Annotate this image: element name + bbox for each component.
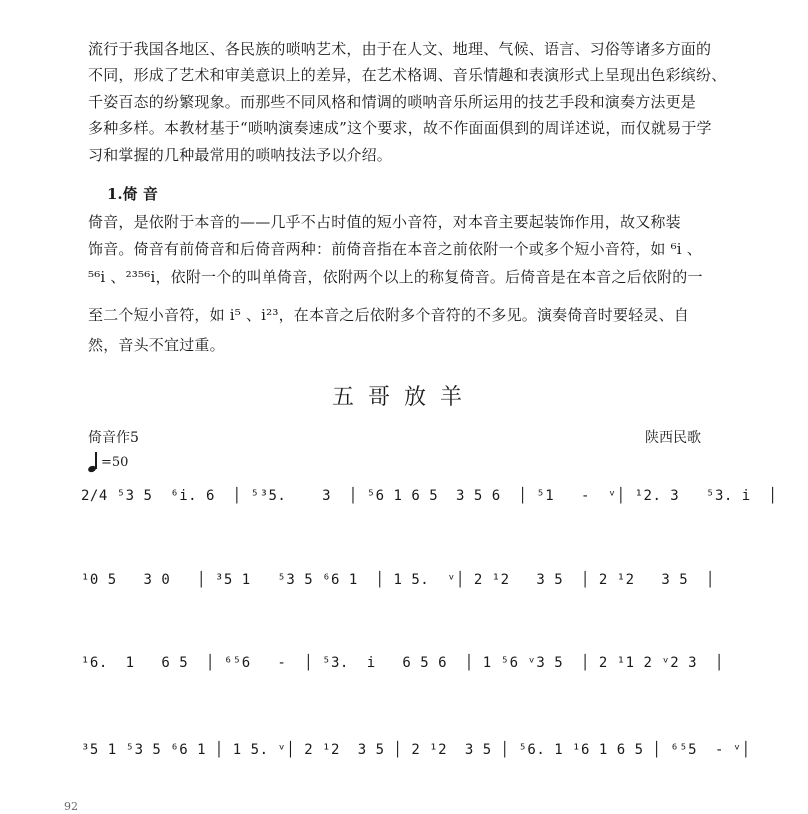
section-line-5: 然，音头不宜过重。 (88, 336, 225, 354)
section-line-3: ⁵⁶i 、²³⁵⁶i，依附一个的叫单倚音，依附两个以上的称复倚音。后倚音是在本音之后依附的一 (88, 268, 703, 286)
score-row-4: ³5 1 ⁵3 5 ⁶6 1 │ 1 5. ᵛ│ 2 ¹2 3 5 │ 2 ¹2 3 5 │ ⁵6. 1 ¹6 1 6 5 │ ⁶⁵5 - ᵛ│ (81, 742, 751, 758)
intro-line-1: 流行于我国各地区、各民族的唢呐艺术，由于在人文、地理、气候、语言、习俗等诸多方面的 (88, 40, 712, 58)
section-heading: 1.倚 音 (107, 185, 158, 203)
score-row-2: ¹0 5 3 0 │ ³5 1 ⁵3 5 ⁶6 1 │ 1 5. ᵛ│ 2 ¹2 3 5 │ 2 ¹2 3 5 │ (81, 572, 715, 588)
intro-line-5: 习和掌握的几种最常用的唢呐技法予以介绍。 (88, 146, 393, 164)
intro-line-4: 多种多样。本教材基于“唢呐演奏速成”这个要求，故不作面面俱到的周详述说，而仅就易于学 (88, 119, 712, 137)
score-row-3: ¹6. 1 6 5 │ ⁶⁵6 - │ ⁵3. i 6 5 6 │ 1 ⁵6 ᵛ3 5 │ 2 ¹1 2 ᵛ2 3 │ (81, 655, 724, 671)
intro-line-2: 不同，形成了艺术和审美意识上的差异，在艺术格调、音乐情趣和表演形式上呈现出色彩缤纷、 (88, 66, 727, 84)
origin-label: 陕西民歌 (645, 430, 701, 446)
section-line-2: 饰音。倚音有前倚音和后倚音两种：前倚音指在本音之前依附一个或多个短小音符，如 ⁶i 、 (88, 240, 702, 258)
section-line-4: 至二个短小音符，如 i⁵ 、i²³，在本音之后依附多个音符的不多见。演奏倚音时要轻灵、自 (88, 306, 689, 324)
study-label: 倚音作5 (88, 430, 139, 446)
tempo-marking (88, 452, 128, 472)
piece-title: 五哥放羊 (331, 385, 476, 410)
section-line-1: 倚音，是依附于本音的——几乎不占时值的短小音符，对本音主要起装饰作用，故又称装 (88, 213, 681, 231)
page-number: 92 (64, 800, 78, 813)
tempo-value: =50 (101, 454, 129, 470)
score-row-1: 2/4 ⁵3 5 ⁶i. 6 │ ⁵³5. 3 │ ⁵6 1 6 5 3 5 6 │ ⁵1 - ᵛ│ ¹2. 3 ⁵3. i │ (81, 488, 778, 504)
quarter-note-icon (88, 452, 98, 472)
intro-line-3: 千姿百态的纷繁现象。而那些不同风格和情调的唢呐音乐所运用的技艺手段和演奏方法更是 (88, 93, 697, 111)
